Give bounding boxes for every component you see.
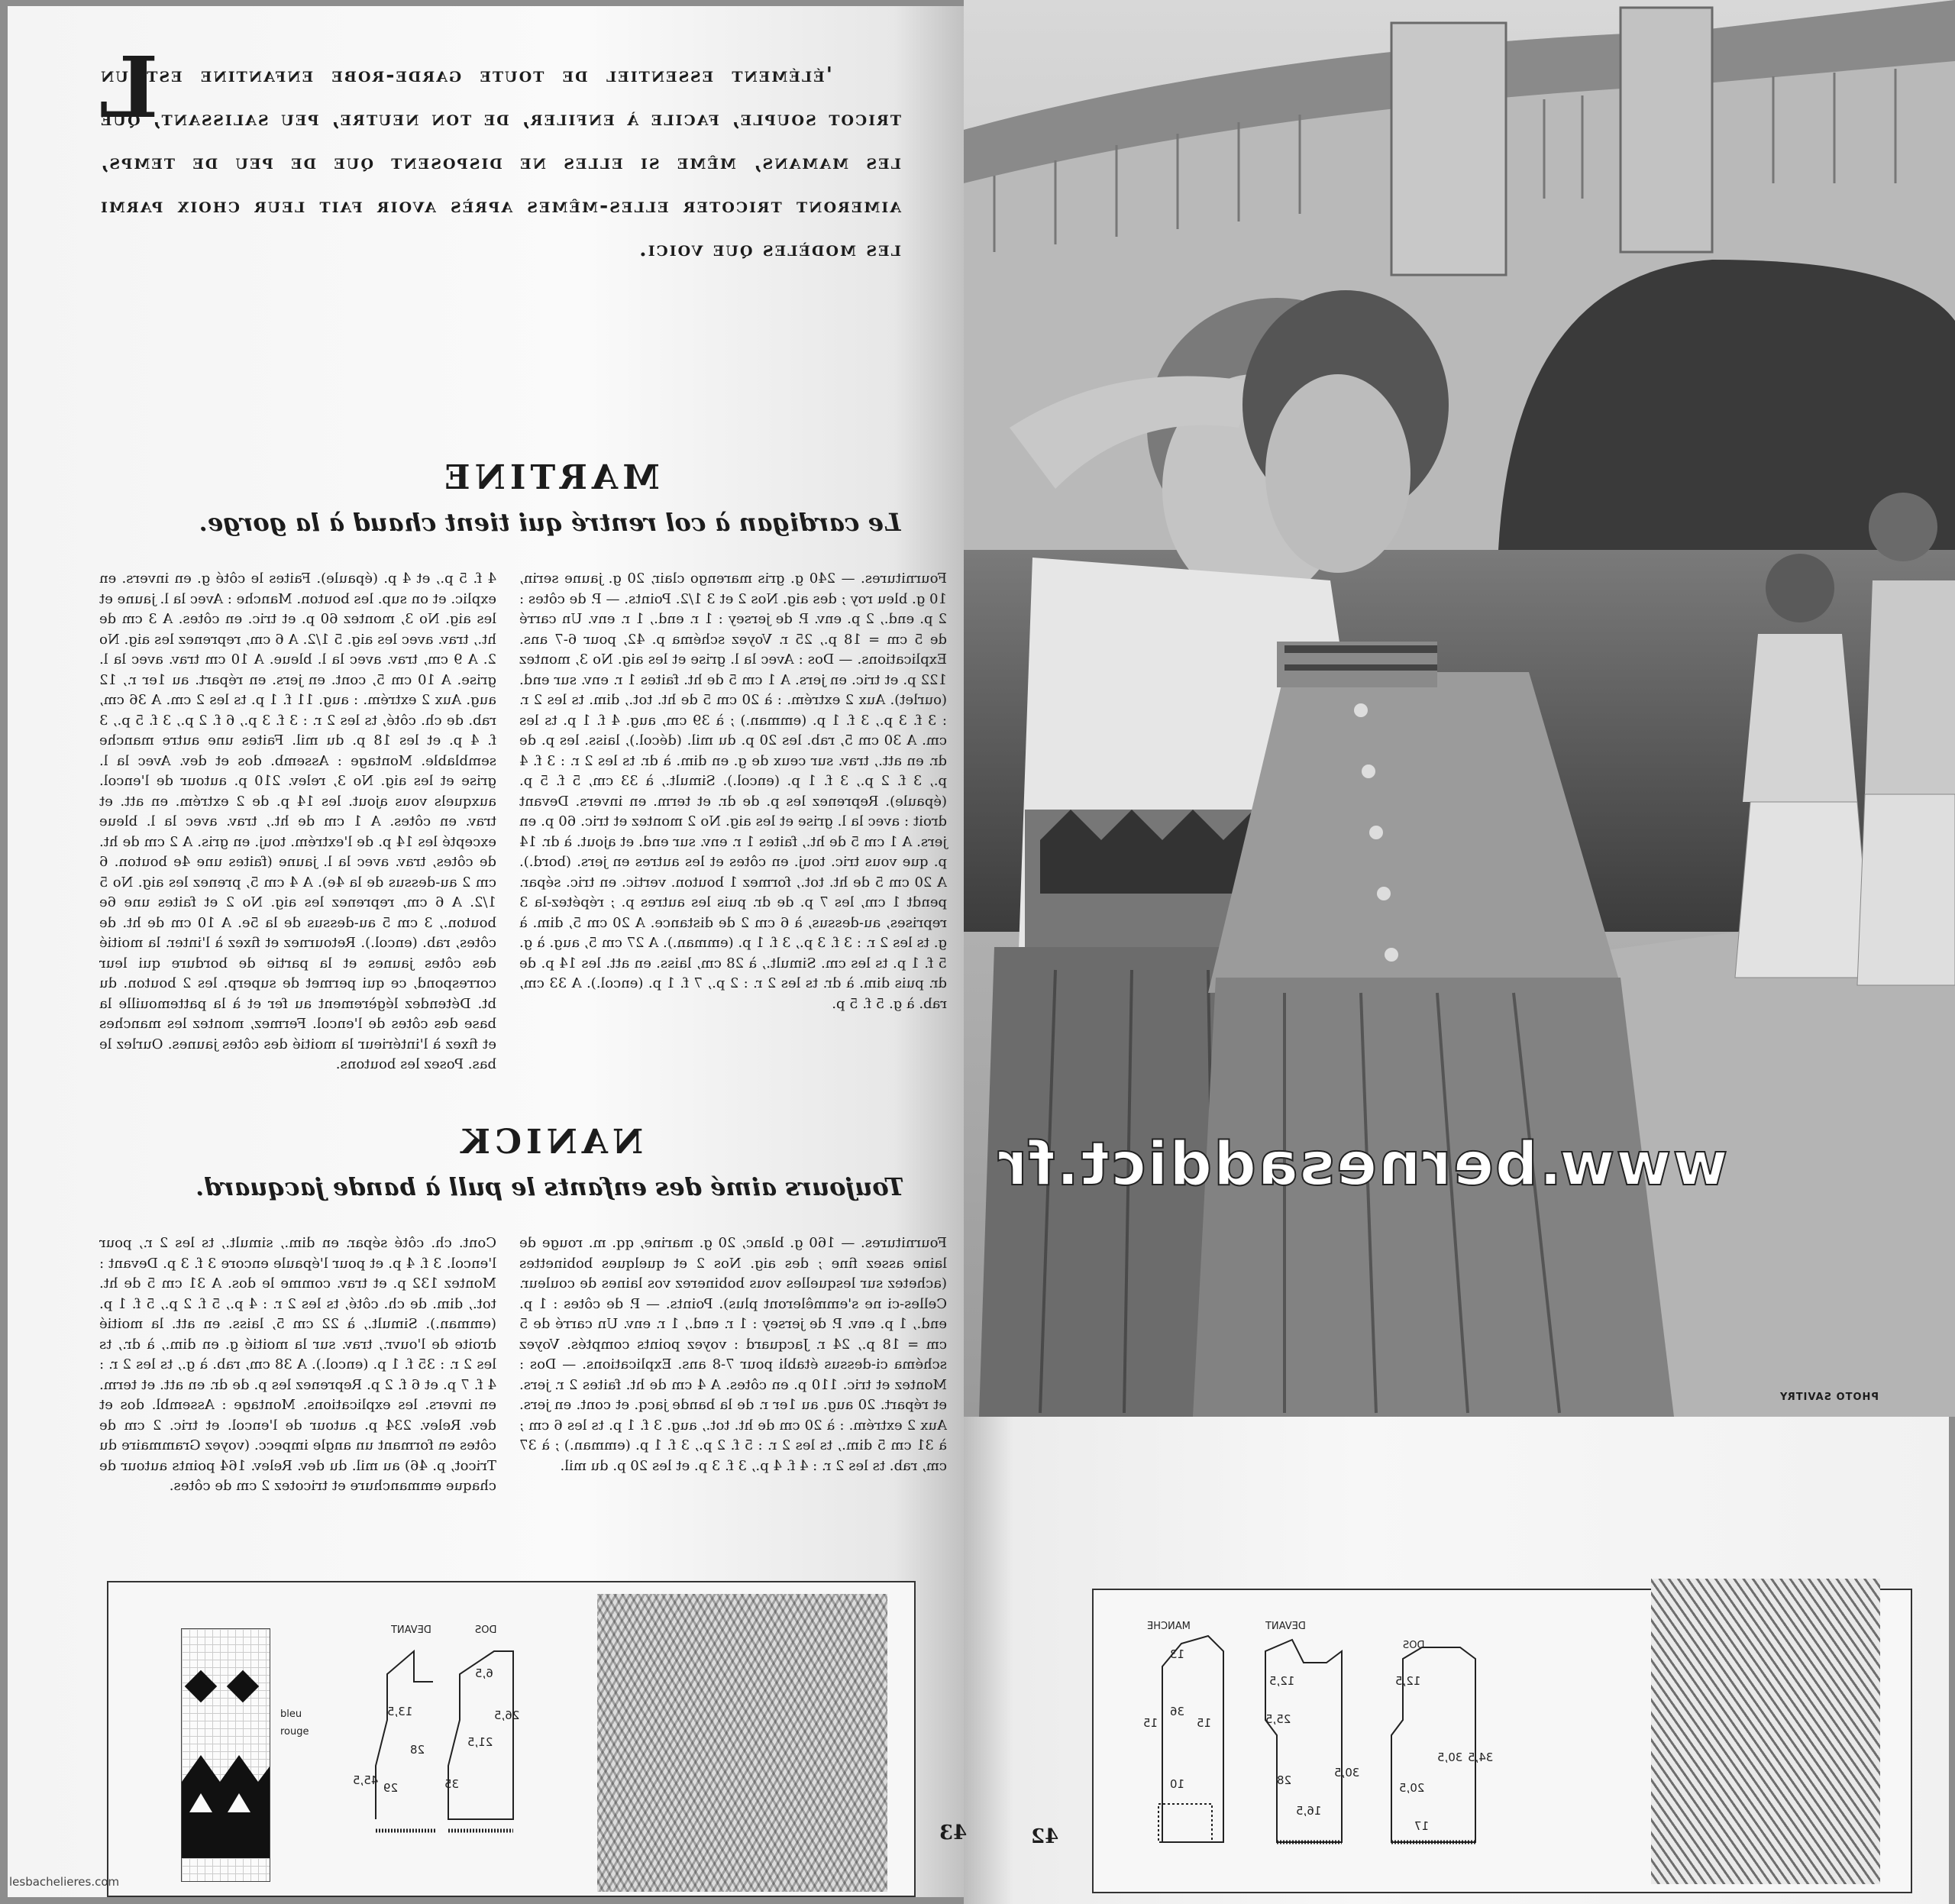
photo-children-by-bridge [964,0,1955,1417]
intro-block [99,38,909,290]
watermark-text: www.bernesaddict.fr [997,1130,1728,1199]
martine-heading [168,458,932,537]
martine-schematic [1139,1621,1498,1873]
rdim-11: 25,5 [1265,1712,1291,1726]
schematic-label-devant: DEVANT [391,1624,431,1636]
nanick-heading [168,1123,932,1201]
dim-8: 45,5 [353,1773,379,1787]
photo-credit: PHOTO SAVITRY [1779,1392,1879,1403]
dim-1: 13,5 [387,1705,413,1718]
martine-pattern-box [1092,1589,1912,1893]
schematic-label-dos: DOS [475,1624,497,1636]
dim-7: 26,5 [494,1708,520,1722]
nanick-schematic [360,1636,528,1857]
rdim-15: 15 [1143,1716,1158,1730]
rdim-3: 13 [1170,1647,1185,1661]
schematic-label-manche: MANCHE [1147,1621,1191,1632]
nanick-title: NANICK [456,1123,644,1162]
nanick-subtitle: Toujours aimé des enfants le pull à bande jacquard. [196,1172,904,1201]
martine-title: MARTINE [440,458,660,497]
intro-paragraph: 'élément essentiel de toute garde-robe enfantine est un tricot souple, facile à enfiler, de ton neutre, peu salissant, que les mamans, même si elles ne disposent que de peu de temps, aimeront tricoter elles-mêmes après avoir fait leur choix parmi les modèles que voici. [99,63,901,261]
dim-6: 6,5 [475,1666,493,1680]
martine-subtitle: Le cardigan à col rentré qui tient chaud à la gorge. [199,508,901,537]
knit-swatch-photo [597,1594,887,1892]
nanick-instructions-col2: Cont. ch. côté sépar. en dim., simult., ts les 2 r., pour l'encol. 3 f. 4 p. et pour l'épaule encore 3 f. 3 p. Devant : Montez 132 p. et trav. comme le dos. A 31 cm 5 de ht. tot., dim. de ch. côté, ts les 2 r. : 4 p., 5 f. 2 p., 5 f. 1 p. (emman.). Simult., à 22 cm 5, laiss. en att. la moitié droite de l'ouvr., trav. sur la moitié g. en dim., à dr., ts les 2 r. : 35 f. 1 p. (encol.). A 38 cm, rab. à g., ts les 2 r. : 4 f. 7 p. et 6 f. 2 p. Reprenez les p. de dr. en att. et term. en invers. les explications. Montage : Assembl. dos et dev. Relev. 234 p. autour de l'encol. et tric. 2 cm de côtes en formant un angle impecc. (voyez Grammaire du Tricot, p. 46) au mil. du dev. Relev. 164 points autour de chaque emmanchure et tricotez 2 cm de côtes. [99,1235,496,1494]
legend-rouge: rouge [280,1726,309,1738]
photo-scene [964,0,1955,1417]
dim-5: 21,5 [467,1735,493,1749]
intro-dropcap: L [99,38,159,137]
rdim-10: 17 [1414,1819,1430,1833]
knit-swatch-photo [1651,1579,1880,1884]
legend-bleu: bleu [280,1708,302,1720]
rdim-8: 28 [1277,1773,1292,1787]
dim-2: 28 [410,1743,425,1757]
rdim-12: 36 [1170,1705,1185,1718]
rdim-14: 15 [1197,1716,1212,1730]
page-number-left: 43 [939,1822,968,1844]
rdim-7: 20,5 [1399,1781,1425,1795]
rdim-6: 30,5 [1334,1766,1360,1780]
schematic-label-dos: DOS [1403,1640,1425,1651]
rdim-9: 16,5 [1296,1804,1322,1818]
source-credit: lesbachelieres.com [9,1875,120,1889]
rdim-2: 12,5 [1269,1674,1295,1688]
schematic-label-devant: DEVANT [1265,1621,1306,1632]
page-number-right: 42 [1031,1825,1059,1848]
dim-4: 35 [444,1777,460,1791]
martine-instructions-col2: 4 f. 5 p., et 4 p. (épaule). Faites le côté g. en invers. en explic. et on sup. les bouton. Manche : Avec la l. jaune et les aig. No 3, montez 60 p. et tric. en côtes. A 3 cm de ht., trav. avec les aig. 5 1/2. A 6 cm, reprenez les aig. No 2. A 9 cm, trav. avec la l. bleue. A 10 cm trav. avec la l. grise. A 10 cm 5, cont. en jers. en répart. au 1er r., 12 aug. Aux 2 extrém. : aug. 11 f. 1 p. ts les 2 cm. A 36 cm, rab. de ch. côté, ts les 2 r. : 3 f. 3 p., 6 f. 2 p., 3 f. 5 p., 3 f. 4 p. et les 18 p. du mil. Faites une autre manche semblable. Montage : Assemb. dos et dev. Avec la l. grise et les aig. No 3, relev. 210 p. autour de l'encol. auxquels vous ajout. les 14 p. de 2 extrém. en att. et trav. en côtes. A 1 cm de ht., trav. avec la l. bleue excepté les 14 p. de l'extrém. touj. en gris. A 2 cm de ht. de côtes, trav. avec la l. jaune (faites une 4e bouton. 6 cm 2 au-dessus de la 4e). A 4 cm 5, prenez les aig. No 5 1/2. A 6 cm, reprenez les aig. No 2 et faites une 6e bouton., 3 cm 5 au-dessus de la 5e. A 10 cm de ht. de côtes, rab. (encol.). Retournez et fixez à l'inter. la moitié des côtes jaunes et la partie de bordure qui leur correspond, ce qui permet de superp. les 2 bouton. du bt. Détendez légèrement au fer et à la pattemouille la base des côtes de l'encol. Fermez, montez les manches et fixez à l'intérieur la moitié des côtes jaunes. Ourlez le bas. Posez les boutons. [99,571,496,1072]
rdim-5: 30,5 [1437,1750,1463,1764]
martine-instructions-col1: Fournitures. — 240 g. gris marengo clair, 20 g. jaune serin, 10 g. bleu roy ; des aig. Nos 2 et 3 1/2. Points. — P. de côtes : 2 p. end., 2 p. env. P. de jersey : 1 r. end., 1 r. env. Un carré de 5 cm = 18 p., 25 r. Voyez schéma p. 42, pour 6-7 ans. Explications. — Dos : Avec la l. grise et les aig. No 3, montez 122 p. et tric. en jers. A 1 cm 5 de ht. faites 1 r. env. sur end. (ourlet). Aux 2 extrém. : à 20 cm 5 de ht. tot., dim. ts les 2 r. : 3 f. 3 p., 3 f. 1 p. (emman.) ; à 39 cm, aug. 4 f. 1 p. ts les cm. A 30 cm 5, rab. les 20 p. du mil. (décol.), laiss. les p. de dr. en att., trav. sur ceux de g. en dim. à dr. ts les 2 r. : 3 f. 4 p., 3 f. 2 p., 3 f. 1 p. (encol.). Simult., à 33 cm, 5 f. 5 p. (épaule). Reprenez les p. de dr. et term. en invers. Devant droit : avec la l. grise et les aig. No 2 montez et tric. 60 p. en jers. A 1 cm 5 de ht., faites 1 r. env. sur end. et ajout. à dr. 14 p. que vous tric. touj. en côtes et les autres en jers. (bord.). A 20 cm 5 de ht. tot., formez 1 bouton. vertic. en tric. sépar. pendt 1 cm, les 7 p. de dr. puis les autres p. ; répétez-la 3 reprises, au-dessus, à 6 cm 2 de distance. A 20 cm 5, dim. à g. ts les 2 r. : 3 f. 3 p., 3 f. 1 p. (emman.). A 27 cm 5, aug. à g. 5 f. 1 p. ts les cm. Simult., à 28 cm, laiss. en att. les 14 p. de dr. puis dim. à dr. ts les 2 r. : 2 p., 7 f. 1 p. (encol.). A 33 cm, rab. à g. 5 f. 5 p. [519,571,947,1012]
nanick-instructions-col1: Fournitures. — 160 g. blanc, 20 g. marine, qq. m. rouge de laine assez fine ; des aig. Nos 2 et quelques bobinettes (achetez sur lesquelles vous bobinerez vos laines de couleur. Celles-ci ne s'emmêleront plus). Points. — P. de côtes : 1 p. end., 1 p. env. P. de jersey : 1 r. end., 1 r. env. Un carré de 5 cm = 18 p., 24 r. Jacquard : voyez points comptés. Voyez schéma ci-dessus établi pour 7-8 ans. Explications. — Dos : Montez et tric. 110 p. en côtes. A 4 cm de ht. faites 2 r. jers. et répart. 20 aug. au 1er r. de la bande jacq. et cont. en jers. Aux 2 extrém. : à 20 cm de ht. tot., aug. 3 f. 1 p. ts les 6 cm ; à 31 cm 5 dim., ts les 2 r. : 5 f. 2 p., 3 f. 1 p. (emman.) ; à 37 cm, rab. ts les 2 r. : 4 f. 4 p., 3 f. 3 p. et les 20 p. du mil. [519,1235,947,1474]
nanick-pattern-box [107,1581,916,1897]
rdim-1: 12,5 [1395,1674,1421,1688]
rdim-13: 10 [1170,1777,1185,1791]
jacquard-chart [181,1628,270,1882]
rdim-4: 34,5 [1468,1750,1494,1764]
dim-3: 29 [383,1781,399,1795]
